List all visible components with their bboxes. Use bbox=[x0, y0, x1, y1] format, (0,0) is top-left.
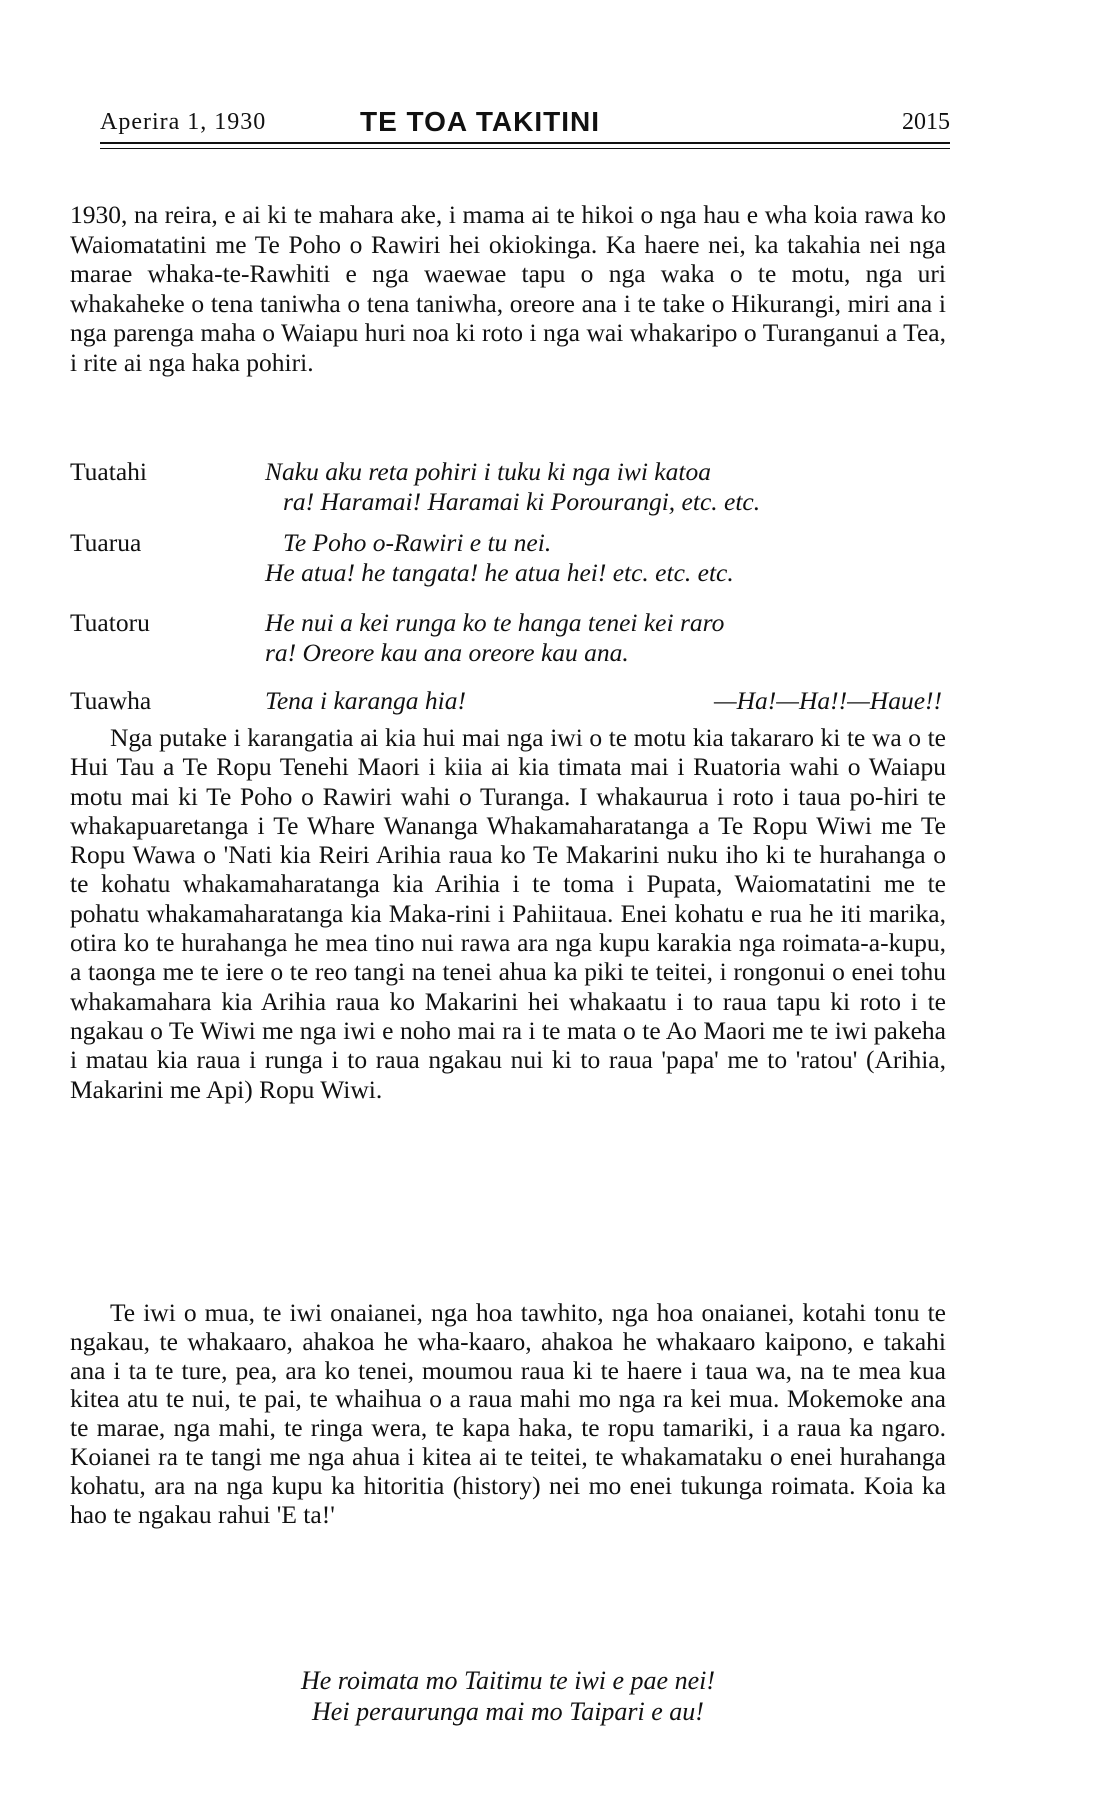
haka-label: Tuarua bbox=[70, 528, 142, 557]
header-page-number: 2015 bbox=[902, 109, 950, 135]
haka-line: Tena i karanga hia! bbox=[265, 686, 466, 715]
header-title: TE TOA TAKITINI bbox=[360, 106, 601, 137]
haka-line: ra! Haramai! Haramai ki Porourangi, etc. etc. bbox=[283, 487, 761, 516]
header-rule-thin bbox=[100, 148, 950, 149]
closing-verse bbox=[70, 1665, 946, 1727]
header-rule bbox=[100, 142, 950, 144]
header-date: Aperira 1, 1930 bbox=[100, 109, 267, 135]
haka-response: —Ha!—Ha!!—Haue!! bbox=[713, 686, 942, 715]
haka-line: Naku aku reta pohiri i tuku ki nga iwi katoa bbox=[265, 457, 711, 486]
haka-lines bbox=[265, 528, 950, 588]
haka-lines bbox=[265, 608, 950, 668]
haka-line: He nui a kei runga ko te hanga tenei kei raro bbox=[265, 608, 725, 637]
haka-line: ra! Oreore kau ana oreore kau ana. bbox=[265, 638, 629, 667]
paragraph-2: Nga putake i karangatia ai kia hui mai nga iwi o te motu kia takararo ki te wa o te Hui Tau a Te Ropu Tenehi Maori i kiia ai kia timata mai i Ruatoria wahi o Waiapu motu mai ki Te Poho o Rawiri wahi o Turanga. I whakaurua i roto i taua po-hiri te whakapuaretanga i Te Whare Wananga Whakamaharatanga a Te Ropu Wiwi me Te Ropu Wawa o 'Nati kia Reiri Arihia raua ko Te Makarini nuku iho ki te hurahanga o te kohatu whakamaharatanga kia Arihia i te toma i Pupata, Waiomatatini me te pohatu whakamaharatanga kia Maka-rini i Pahiitaua. Enei kohatu e rua he iti marika, otira ko te hurahanga he mea tino nui rawa ara nga kupu karakia nga roimata-a-kupu, a taonga me te iere o te reo tangi na tenei ahua ka piki te teitei, i rongonui o enei tohu whakamahara kia Arihia raua ko Makarini hei whakaatu i to raua tapu ki roto i te ngakau o Te Wiwi me nga iwi e noho mai ra i te mata o te Ao Maori me te iwi pakeha i matau kia raua i runga i to raua ngakau nui ki to raua 'papa' me to 'ratou' (Arihia, Makarini me Api) Ropu Wiwi. bbox=[70, 723, 946, 1104]
haka-label: Tuawha bbox=[70, 686, 152, 715]
haka-label: Tuatahi bbox=[70, 457, 147, 486]
paragraph-3: Te iwi o mua, te iwi onaianei, nga hoa tawhito, nga hoa onaianei, kotahi tonu te ngakau, te whakaaro, ahakoa he wha-kaaro, ahakoa he whakaaro kaipono, e takahi ana i ta te ture, pea, ara ko tenei, moumou raua ki te haere i taua wa, na te mea kua kitea atu te nui, te pai, te whaihua o a raua mahi mo nga ra kei mua. Mokemoke ana te marae, nga mahi, te ringa wera, te kapa haka, te ropu tamariki, i a raua ka ngaro. Koianei ra te tangi me nga ahua i kitea ai te teitei, te whakamataku o enei hurahanga kohatu, ara na nga kupu ka hitoritia (history) nei mo enei tukunga roimata. Koia ka hao te ngakau rahui 'E ta!' bbox=[70, 1298, 946, 1529]
closing-line: He roimata mo Taitimu te iwi e pae nei! bbox=[300, 1666, 716, 1695]
page-header bbox=[100, 102, 950, 144]
closing-line: Hei peraurunga mai mo Taipari e au! bbox=[312, 1697, 704, 1726]
haka-label: Tuatoru bbox=[70, 608, 150, 637]
haka-line: Te Poho o-Rawiri e tu nei. bbox=[283, 528, 552, 557]
haka-lines bbox=[265, 686, 950, 716]
haka-lines bbox=[265, 457, 950, 517]
haka-line: He atua! he tangata! he atua hei! etc. etc. etc. bbox=[265, 558, 734, 587]
paragraph-1: 1930, na reira, e ai ki te mahara ake, i mama ai te hikoi o nga hau e wha koia rawa ko Waiomatatini me Te Poho o Rawiri hei okiokinga. Ka haere nei, ka takahia nei nga marae whaka-te-Rawhiti e nga waewae tapu o nga waka o te motu, nga uri whakaheke o tena taniwha o tena taniwha, oreore ana i te take o Hikurangi, miri ana i nga parenga maha o Waiapu huri noa ki roto i nga wai whakaripo o Turanganui a Tea, i rite ai nga haka pohiri. bbox=[70, 200, 946, 377]
